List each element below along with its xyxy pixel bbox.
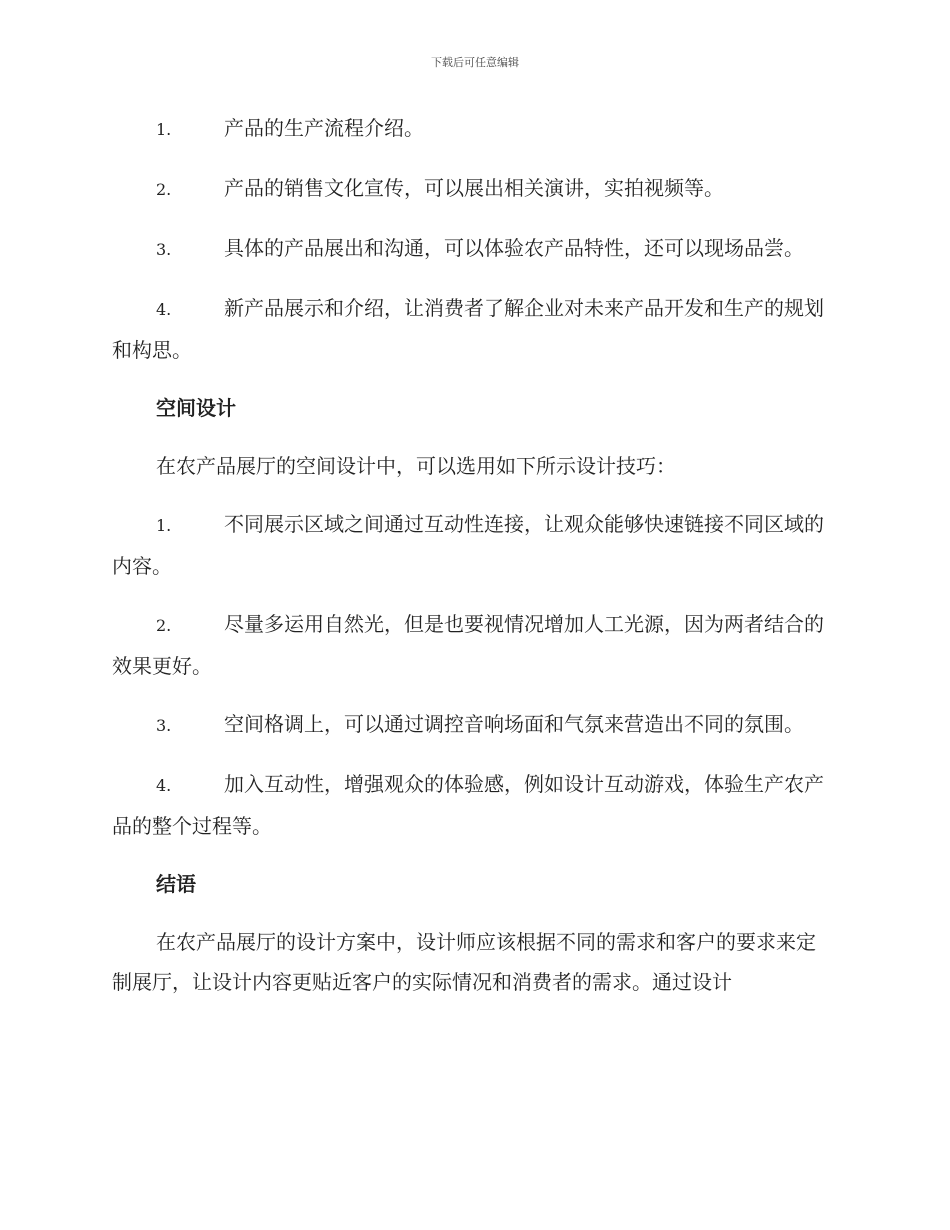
list-text: 尽量多运用自然光，但是也要视情况增加人工光源，因为两者结合的效果更好。 (112, 612, 824, 678)
list-text: 产品的生产流程介绍。 (224, 116, 424, 140)
list-number: 4. (156, 300, 172, 319)
list-item (112, 764, 834, 846)
list-text: 不同展示区域之间通过互动性连接，让观众能够快速链接不同区域的内容。 (112, 512, 824, 578)
list-text: 新产品展示和介绍，让消费者了解企业对未来产品开发和生产的规划和构思。 (112, 296, 824, 362)
list-number: 2. (156, 180, 172, 199)
list-item (112, 604, 834, 686)
list-number: 1. (156, 516, 172, 535)
section-heading-space-design: 空间设计 (156, 396, 236, 420)
list-number: 1. (156, 120, 172, 139)
list-number: 2. (156, 616, 172, 635)
list-item (112, 168, 834, 210)
list-item (112, 288, 834, 370)
list-number: 3. (156, 716, 172, 735)
list-item (112, 228, 834, 270)
section-intro: 在农产品展厅的空间设计中，可以选用如下所示设计技巧： (156, 454, 676, 478)
section-heading-conclusion: 结语 (156, 872, 196, 896)
list-item (112, 504, 834, 586)
list-item (112, 108, 834, 150)
list-number: 3. (156, 240, 172, 259)
list-item (112, 704, 834, 746)
list-text: 具体的产品展出和沟通，可以体验农产品特性，还可以现场品尝。 (224, 236, 804, 260)
conclusion-paragraph: 在农产品展厅的设计方案中，设计师应该根据不同的需求和客户的要求来定制展厅，让设计内容更贴近客户的实际情况和消费者的需求。通过设计 (112, 930, 816, 994)
list-number: 4. (156, 776, 172, 795)
list-text: 产品的销售文化宣传，可以展出相关演讲，实拍视频等。 (224, 176, 724, 200)
document-body (112, 108, 834, 1020)
page-header: 下载后可任意编辑 (431, 56, 519, 69)
list-text: 加入互动性，增强观众的体验感，例如设计互动游戏，体验生产农产品的整个过程等。 (112, 772, 824, 838)
list-text: 空间格调上，可以通过调控音响场面和气氛来营造出不同的氛围。 (224, 712, 804, 736)
